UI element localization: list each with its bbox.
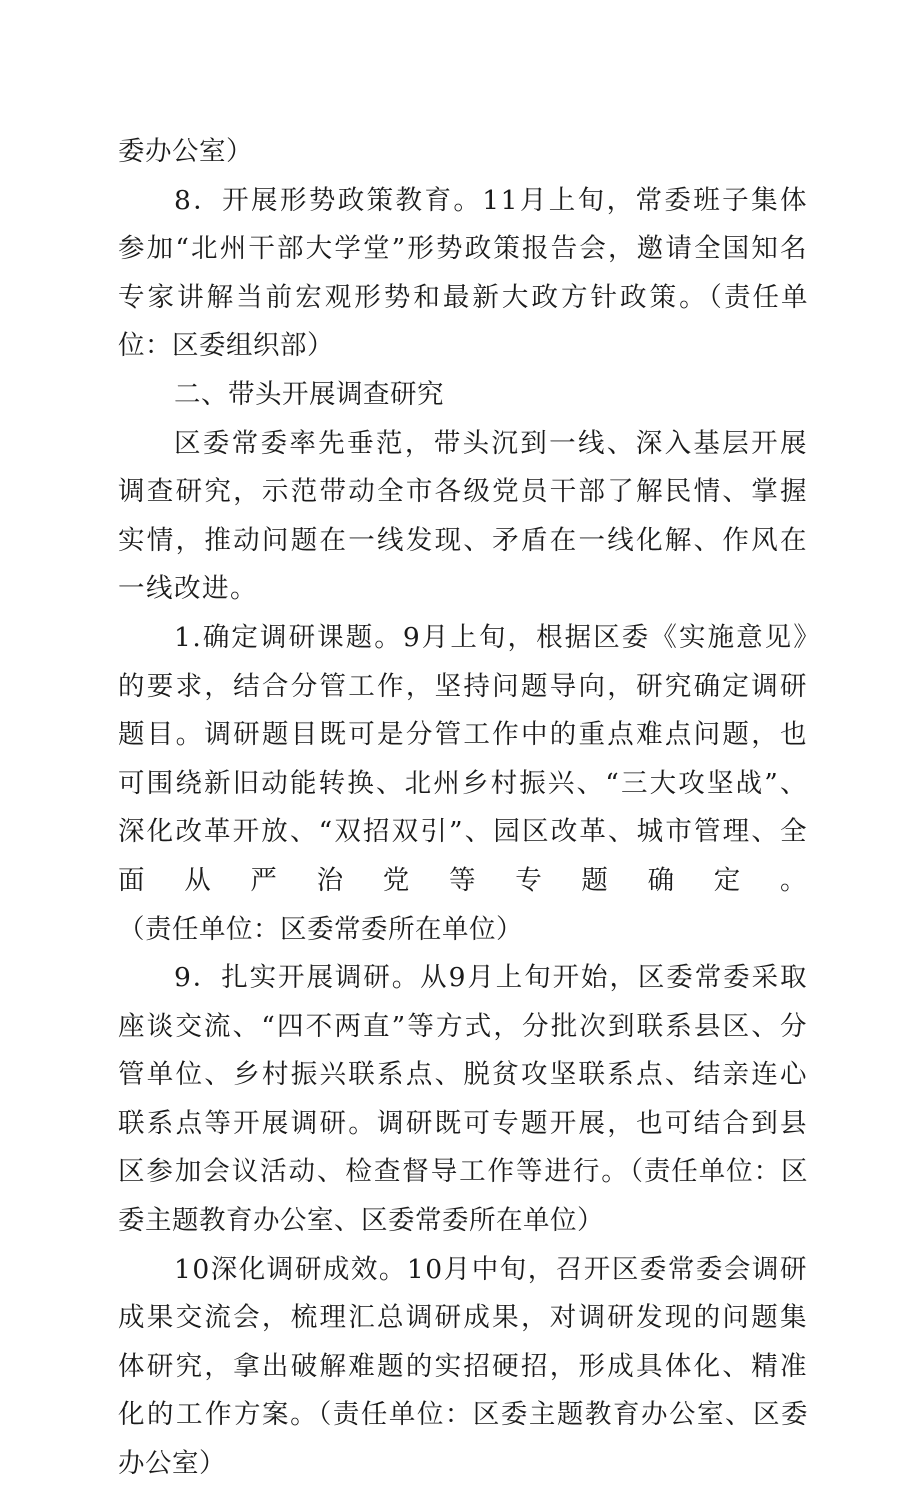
item-1-responsibility: （责任单位：区委常委所在单位） (118, 913, 523, 945)
item-10-responsibility: （责任单位：区委主题教育办公室、区委办公室） (118, 1399, 809, 1480)
carryover-text: 委办公室） (118, 136, 253, 167)
item-10-tail: 方案。 (234, 1399, 319, 1431)
carryover-line (118, 128, 808, 177)
item-1-body: 1.确定调研课题。9月上旬，根据区委《实施意见》的要求，结合分管工作，坚持问题导向，研究确定调研题目。调研题目既可是分管工作中的重点难点问题，也可围绕新旧动能转换、北州乡村振兴、“三大攻坚战”、深化改革开放、“双招双引”、园区改革、城市管理、全面从严治党等专题确定。 (118, 621, 808, 896)
item-1-paragraph (118, 614, 808, 954)
item-10-paragraph (118, 1246, 808, 1489)
section-2-heading: 二、带头开展调查研究 (174, 378, 444, 410)
item-8-responsibility: （责任单位：区委组织部） (118, 281, 809, 362)
item-9-paragraph (118, 954, 808, 1246)
item-9-body: 9．扎实开展调研。从9月上旬开始，区委常委采取座谈交流、“四不两直”等方式，分批次到联系县区、分管单位、乡村振兴联系点、脱贫攻坚联系点、结亲连心联系点等开展调研。调研既可专题开展，也可结合到县区参加会议活动、检查督导工作等进行。 (118, 962, 808, 1188)
item-9-responsibility: （责任单位：区委主题教育办公室、区委常委所在单位） (118, 1156, 808, 1237)
item-10-body: 10深化调研成效。10月中旬，召开区委常委会调研成果交流会，梳理汇总调研成果，对调研发现的问题集体研究，拿出破解难题的实招硬招，形成具体化、精准化的工作 (118, 1253, 808, 1431)
document-body (118, 128, 808, 1489)
item-8-body: 8．开展形势政策教育。11月上旬，常委班子集体参加“北州干部大学堂”形势政策报告会，邀请全国知名专家讲解当前宏观形势和最新大政方针政策。 (118, 184, 808, 313)
section-2-intro: 区委常委率先垂范，带头沉到一线、深入基层开展调查研究，示范带动全市各级党员干部了解民情、掌握实情，推动问题在一线发现、矛盾在一线化解、作风在一线改进。 (118, 427, 808, 605)
item-8-paragraph (118, 177, 808, 371)
